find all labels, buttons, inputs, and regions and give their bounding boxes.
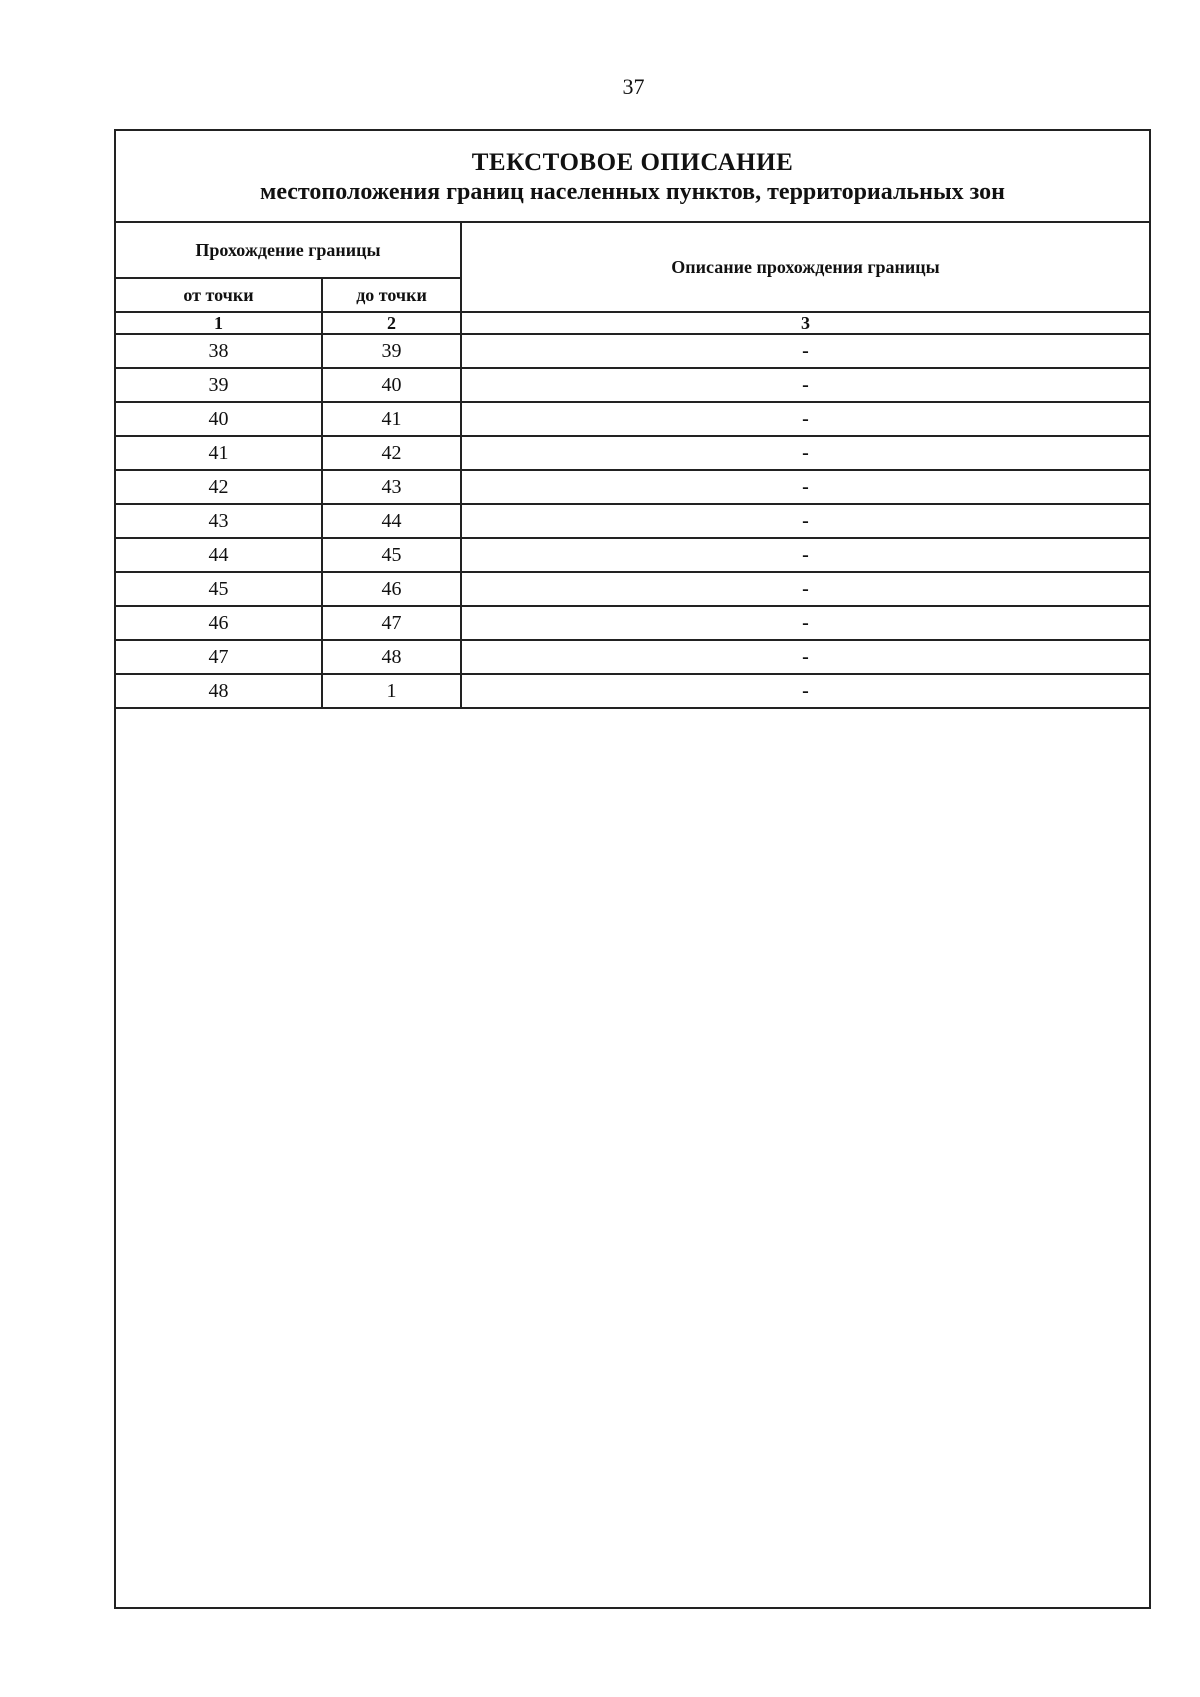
description-cell: - xyxy=(461,436,1149,470)
description-cell: - xyxy=(461,402,1149,436)
description-cell: - xyxy=(461,640,1149,674)
table-row xyxy=(116,334,1149,368)
from-point-cell: 48 xyxy=(116,674,322,708)
from-point-cell: 46 xyxy=(116,606,322,640)
description-cell: - xyxy=(461,504,1149,538)
column-number: 1 xyxy=(116,312,322,334)
document-title: ТЕКСТОВОЕ ОПИСАНИЕ xyxy=(471,149,794,176)
from-point-cell: 42 xyxy=(116,470,322,504)
document-frame xyxy=(114,129,1151,1609)
description-cell: - xyxy=(461,334,1149,368)
header-to-point: до точки xyxy=(322,278,461,312)
column-number: 2 xyxy=(322,312,461,334)
table-row xyxy=(116,402,1149,436)
table-row xyxy=(116,436,1149,470)
title-block xyxy=(116,131,1149,223)
table-row xyxy=(116,538,1149,572)
description-cell: - xyxy=(461,470,1149,504)
from-point-cell: 44 xyxy=(116,538,322,572)
description-cell: - xyxy=(461,368,1149,402)
from-point-cell: 38 xyxy=(116,334,322,368)
description-cell: - xyxy=(461,674,1149,708)
table-row xyxy=(116,368,1149,402)
table-row xyxy=(116,640,1149,674)
header-from-point: от точки xyxy=(116,278,322,312)
to-point-cell: 42 xyxy=(322,436,461,470)
document-subtitle: местоположения границ населенных пунктов, территориальных зон xyxy=(259,179,1006,205)
to-point-cell: 1 xyxy=(322,674,461,708)
to-point-cell: 43 xyxy=(322,470,461,504)
to-point-cell: 39 xyxy=(322,334,461,368)
from-point-cell: 39 xyxy=(116,368,322,402)
table-row xyxy=(116,606,1149,640)
table-row xyxy=(116,470,1149,504)
from-point-cell: 45 xyxy=(116,572,322,606)
page-number: 37 xyxy=(622,74,645,99)
table-row xyxy=(116,504,1149,538)
to-point-cell: 45 xyxy=(322,538,461,572)
table-row xyxy=(116,572,1149,606)
table-row xyxy=(116,674,1149,708)
to-point-cell: 40 xyxy=(322,368,461,402)
description-cell: - xyxy=(461,538,1149,572)
from-point-cell: 47 xyxy=(116,640,322,674)
to-point-cell: 46 xyxy=(322,572,461,606)
header-description: Описание прохождения границы xyxy=(461,223,1149,312)
header-boundary-passage: Прохождение границы xyxy=(116,223,461,278)
to-point-cell: 48 xyxy=(322,640,461,674)
description-cell: - xyxy=(461,572,1149,606)
from-point-cell: 40 xyxy=(116,402,322,436)
description-cell: - xyxy=(461,606,1149,640)
from-point-cell: 43 xyxy=(116,504,322,538)
to-point-cell: 44 xyxy=(322,504,461,538)
to-point-cell: 41 xyxy=(322,402,461,436)
from-point-cell: 41 xyxy=(116,436,322,470)
to-point-cell: 47 xyxy=(322,606,461,640)
boundary-table xyxy=(116,223,1149,709)
column-number: 3 xyxy=(461,312,1149,334)
